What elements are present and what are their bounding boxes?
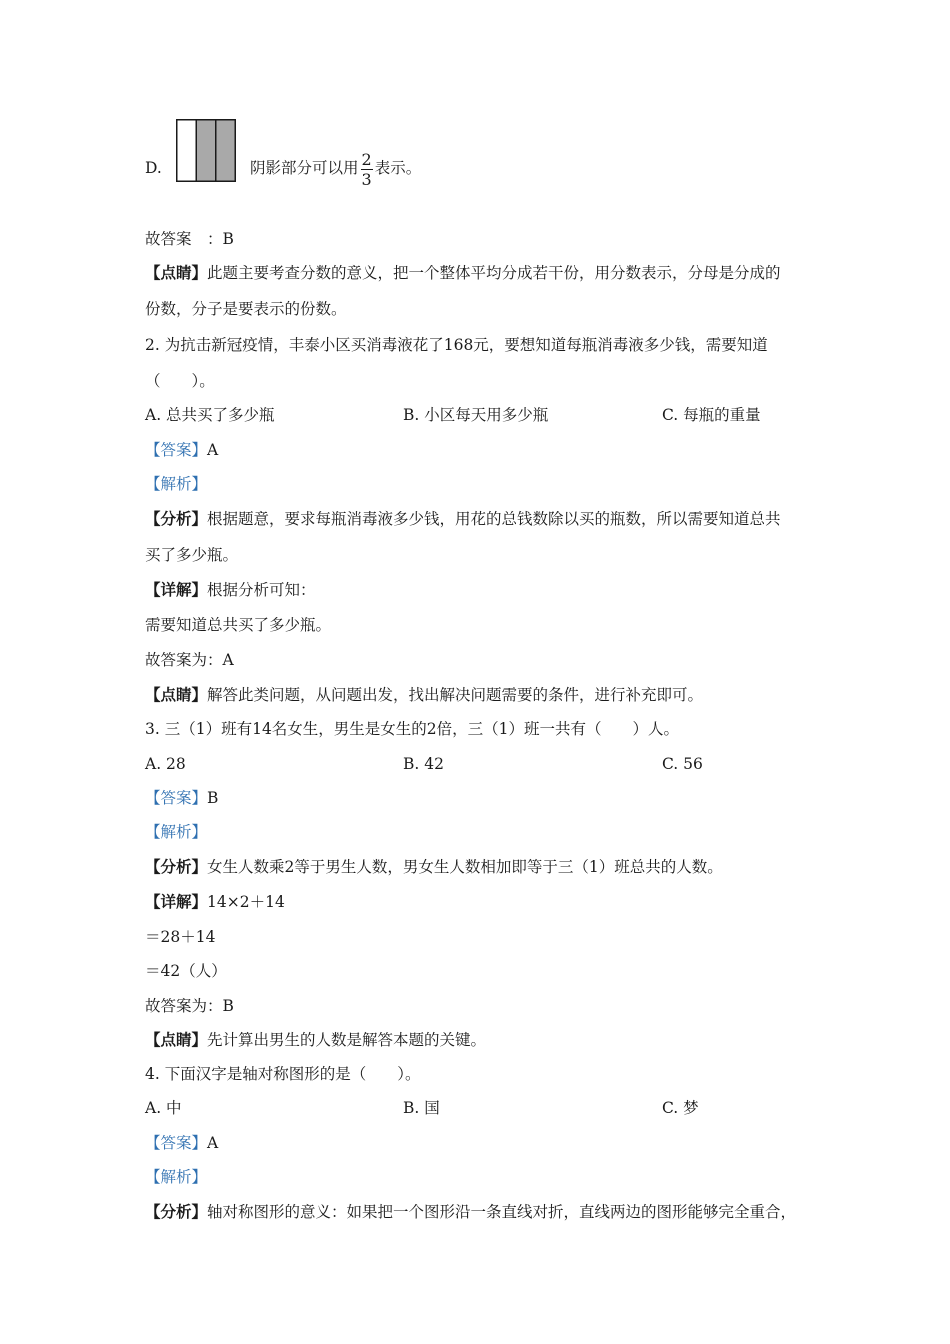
q2-tip-tag: 【点睛】 xyxy=(145,685,208,704)
fraction-denominator: 3 xyxy=(361,169,372,189)
q3-xiangjie xyxy=(145,892,285,912)
q4-fenxi-text: 轴对称图形的意义：如果把一个图形沿一条直线对折，直线两边的图形能够完全重合， xyxy=(207,1203,797,1221)
option-d-text-before: 阴影部分可以用 xyxy=(250,159,359,177)
q1-tip-tag: 【点睛】 xyxy=(145,263,208,282)
bar-part-white xyxy=(177,120,197,182)
q3-option-b: B. 42 xyxy=(403,755,444,773)
q2-fenxi-text: 根据题意，要求每瓶消毒液多少钱，用花的总钱数除以买的瓶数，所以需要知道总共 xyxy=(207,510,781,528)
q3-answer-value: B xyxy=(207,789,219,807)
q1-tip-line2: 份数，分子是要表示的份数。 xyxy=(145,300,347,318)
q3-tip xyxy=(145,1030,486,1050)
q2-stem-line1: 2. 为抗击新冠疫情，丰泰小区买消毒液花了168元，要想知道每瓶消毒液多少钱，需要知道 xyxy=(145,336,768,354)
q3-fenxi-tag: 【分析】 xyxy=(145,857,208,876)
q3-xiangjie-tag: 【详解】 xyxy=(145,892,208,911)
fraction xyxy=(361,150,373,189)
q4-answer xyxy=(145,1133,218,1153)
q4-fenxi xyxy=(145,1202,796,1222)
q3-tip-text: 先计算出男生的人数是解答本题的关键。 xyxy=(207,1031,487,1049)
q3-fenxi-text: 女生人数乘2等于男生人数，男女生人数相加即等于三（1）班总共的人数。 xyxy=(207,858,723,876)
q4-answer-tag: 【答案】 xyxy=(145,1134,208,1152)
option-d-text xyxy=(250,147,421,189)
q4-option-c: C. 梦 xyxy=(662,1099,699,1117)
q2-xiangjie-line1 xyxy=(145,580,316,600)
q1-tip-text: 此题主要考查分数的意义，把一个整体平均分成若干份，用分数表示，分母是分成的 xyxy=(207,264,781,282)
q1-answer: 故答案 ：B xyxy=(145,230,234,248)
option-d-text-after: 表示。 xyxy=(374,159,422,177)
option-d-label: D. xyxy=(145,159,162,177)
q1-tip-line1 xyxy=(145,263,781,283)
q2-option-a: A. 总共买了多少瓶 xyxy=(145,406,275,424)
q4-answer-value: A xyxy=(207,1134,219,1152)
q3-option-c: C. 56 xyxy=(662,755,703,773)
q2-answer-value: A xyxy=(207,441,219,459)
q4-stem: 4. 下面汉字是轴对称图形的是（ ）。 xyxy=(145,1065,421,1083)
q2-option-c: C. 每瓶的重量 xyxy=(662,406,761,424)
q3-tip-tag: 【点睛】 xyxy=(145,1030,208,1049)
q4-jiexi-tag: 【解析】 xyxy=(145,1168,208,1186)
fraction-numerator: 2 xyxy=(361,149,372,169)
q3-fenxi xyxy=(145,857,723,877)
q4-option-b: B. 国 xyxy=(403,1099,440,1117)
q2-tip xyxy=(145,685,703,705)
q2-stem-line2: （ ）。 xyxy=(145,372,215,390)
q3-calc-line2: ＝28＋14 xyxy=(145,928,216,946)
q3-stem: 3. 三（1）班有14名女生，男生是女生的2倍，三（1）班一共有（ ）人。 xyxy=(145,720,680,738)
q2-fenxi-tag: 【分析】 xyxy=(145,509,208,528)
q4-fenxi-tag: 【分析】 xyxy=(145,1202,208,1221)
q2-answer-tag: 【答案】 xyxy=(145,441,208,459)
fraction-bar-figure xyxy=(176,119,236,182)
q2-jiexi-tag: 【解析】 xyxy=(145,475,208,493)
bar-part-shaded-2 xyxy=(216,120,236,182)
q3-answer xyxy=(145,788,218,808)
q2-tip-text: 解答此类问题，从问题出发，找出解决问题需要的条件，进行补充即可。 xyxy=(207,686,704,704)
q2-option-b: B. 小区每天用多少瓶 xyxy=(403,406,549,424)
q3-answer-tag: 【答案】 xyxy=(145,789,208,807)
q3-option-a: A. 28 xyxy=(145,755,186,773)
q2-answer xyxy=(145,440,218,460)
q4-option-a: A. 中 xyxy=(145,1099,182,1117)
q3-jiexi-tag: 【解析】 xyxy=(145,823,208,841)
q3-calc-line1: 14×2＋14 xyxy=(207,893,285,911)
q3-final-answer: 故答案为：B xyxy=(145,997,234,1015)
q3-calc-line3: ＝42（人） xyxy=(145,962,227,980)
bar-part-shaded-1 xyxy=(196,120,216,182)
q2-final-answer: 故答案为：A xyxy=(145,651,234,669)
q2-fenxi-line1 xyxy=(145,509,781,529)
q2-fenxi-line2: 买了多少瓶。 xyxy=(145,546,239,564)
q2-xiangjie-line2: 需要知道总共买了多少瓶。 xyxy=(145,616,332,634)
q2-xiangjie-text: 根据分析可知： xyxy=(207,581,316,599)
q2-xiangjie-tag: 【详解】 xyxy=(145,580,208,599)
